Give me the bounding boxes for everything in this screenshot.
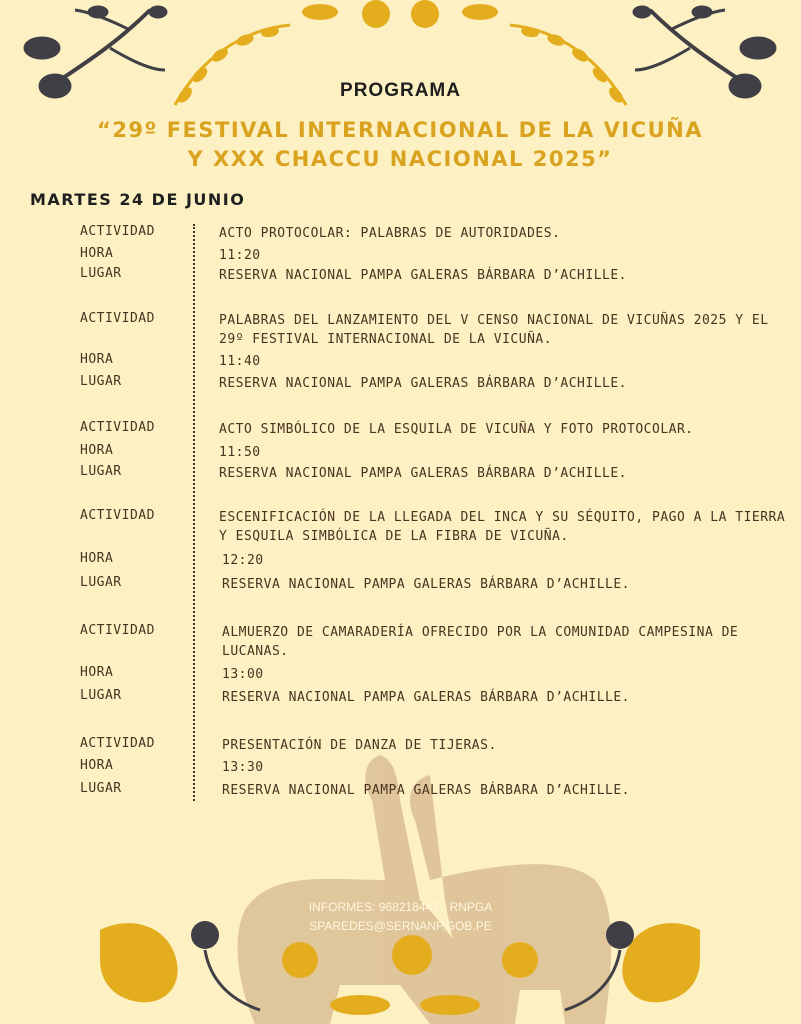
festival-title-line-2: Y XXX CHACCU NACIONAL 2025” — [187, 147, 613, 171]
event-1-actividad: ACTO PROTOCOLAR: PALABRAS DE AUTORIDADES. — [219, 226, 561, 241]
program-heading: PROGRAMA — [340, 80, 461, 101]
event-5-hora: 13:00 — [222, 667, 264, 682]
informes-text: INFORMES: 968218447 - RNPGA — [308, 900, 493, 914]
actividad-label: ACTIVIDAD — [80, 736, 155, 751]
event-6-actividad: PRESENTACIÓN DE DANZA DE TIJERAS. — [222, 738, 497, 753]
hora-label: HORA — [80, 443, 114, 458]
hora-label: HORA — [80, 665, 114, 680]
event-6-hora: 13:30 — [222, 760, 264, 775]
hora-label: HORA — [80, 551, 114, 566]
event-3-actividad: ACTO SIMBÓLICO DE LA ESQUILA DE VICUÑA Y FOTO PROTOCOLAR. — [219, 422, 694, 437]
schedule-divider — [193, 224, 195, 801]
lugar-label: LUGAR — [80, 781, 122, 796]
contact-info — [0, 898, 801, 936]
event-5-lugar: RESERVA NACIONAL PAMPA GALERAS BÁRBARA D’ACHILLE. — [222, 690, 631, 705]
festival-title — [60, 116, 740, 174]
hora-label: HORA — [80, 352, 114, 367]
event-1-lugar: RESERVA NACIONAL PAMPA GALERAS BÁRBARA D’ACHILLE. — [219, 268, 628, 283]
event-2-actividad: PALABRAS DEL LANZAMIENTO DEL V CENSO NACIONAL DE VICUÑAS 2025 Y EL 29º FESTIVAL INTERNACIONAL DE LA VICUÑA. — [219, 313, 769, 347]
lugar-label: LUGAR — [80, 575, 122, 590]
event-1-hora: 11:20 — [219, 248, 261, 263]
festival-title-line-1: “29º FESTIVAL INTERNACIONAL DE LA VICUÑA — [97, 118, 703, 142]
email-text: SPAREDES@SERNANP.GOB.PE — [309, 919, 492, 933]
actividad-label: ACTIVIDAD — [80, 311, 155, 326]
lugar-label: LUGAR — [80, 464, 122, 479]
event-3-lugar: RESERVA NACIONAL PAMPA GALERAS BÁRBARA D’ACHILLE. — [219, 466, 628, 481]
lugar-label: LUGAR — [80, 374, 122, 389]
event-3-hora: 11:50 — [219, 445, 261, 460]
actividad-label: ACTIVIDAD — [80, 508, 155, 523]
event-2-lugar: RESERVA NACIONAL PAMPA GALERAS BÁRBARA D’ACHILLE. — [219, 376, 628, 391]
schedule-date: MARTES 24 DE JUNIO — [30, 190, 246, 209]
actividad-label: ACTIVIDAD — [80, 420, 155, 435]
lugar-label: LUGAR — [80, 266, 122, 281]
event-5-actividad: ALMUERZO DE CAMARADERÍA OFRECIDO POR LA COMUNIDAD CAMPESINA DE LUCANAS. — [222, 625, 739, 659]
event-4-hora: 12:20 — [222, 553, 264, 568]
event-4-lugar: RESERVA NACIONAL PAMPA GALERAS BÁRBARA D’ACHILLE. — [222, 577, 631, 592]
hora-label: HORA — [80, 758, 114, 773]
event-2-hora: 11:40 — [219, 354, 261, 369]
hora-label: HORA — [80, 246, 114, 261]
event-6-lugar: RESERVA NACIONAL PAMPA GALERAS BÁRBARA D’ACHILLE. — [222, 783, 631, 798]
lugar-label: LUGAR — [80, 688, 122, 703]
event-4-actividad: ESCENIFICACIÓN DE LA LLEGADA DEL INCA Y SU SÉQUITO, PAGO A LA TIERRA Y ESQUILA SIMBÓLICA DE LA FIBRA DE VICUÑA. — [219, 510, 786, 544]
actividad-label: ACTIVIDAD — [80, 623, 155, 638]
actividad-label: ACTIVIDAD — [80, 224, 155, 239]
